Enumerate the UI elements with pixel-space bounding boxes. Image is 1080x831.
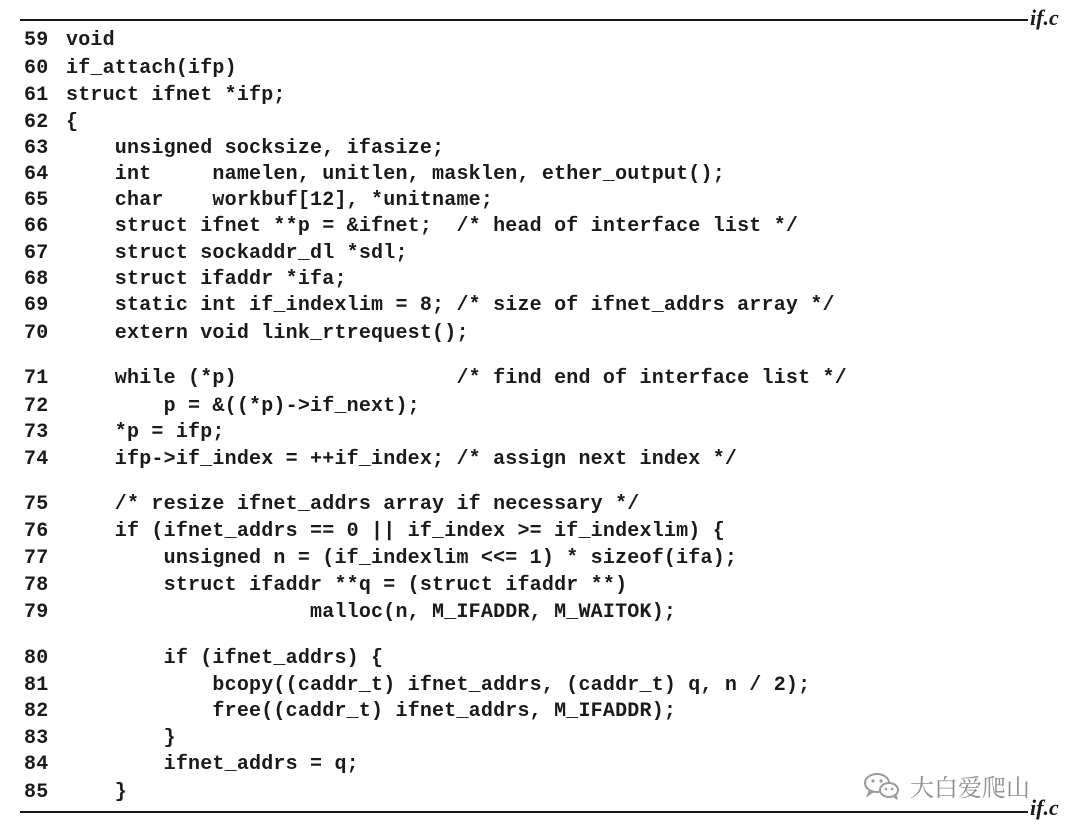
line-number: 63 [24,137,49,160]
code-line [24,267,347,293]
code-line [24,780,127,806]
line-code: struct ifnet **p = &ifnet; /* head of interface list */ [66,215,799,238]
line-code: unsigned n = (if_indexlim <<= 1) * sizeof(ifa); [66,547,738,570]
code-line [24,646,383,672]
code-line [24,420,225,446]
line-number: 79 [24,601,49,624]
line-number: 70 [24,322,49,345]
line-number: 72 [24,395,49,418]
code-line [24,600,676,626]
code-line [24,726,176,752]
line-number: 69 [24,294,49,317]
code-listing [24,0,1024,831]
wechat-icon [862,771,902,801]
line-number: 80 [24,647,49,670]
bottom-rule [20,811,1028,813]
line-number: 59 [24,29,49,52]
code-line [24,492,640,518]
line-number: 61 [24,84,49,107]
line-code: struct ifnet *ifp; [66,84,286,107]
code-line [24,241,408,267]
code-line [24,110,78,136]
code-line [24,519,725,545]
line-number: 78 [24,574,49,597]
code-line [24,83,286,109]
line-code: ifp->if_index = ++if_index; /* assign next index */ [66,448,738,471]
code-line [24,56,237,82]
line-code: extern void link_rtrequest(); [66,322,469,345]
line-code: p = &((*p)->if_next); [66,395,420,418]
line-code: if_attach(ifp) [66,57,237,80]
line-code: char workbuf[12], *unitname; [66,189,494,212]
line-code: unsigned socksize, ifasize; [66,137,445,160]
line-number: 84 [24,753,49,776]
line-code: } [66,727,176,750]
line-code: free((caddr_t) ifnet_addrs, M_IFADDR); [66,700,677,723]
line-number: 67 [24,242,49,265]
code-line [24,447,737,473]
watermark-text: 大白爱爬山 [910,774,1030,802]
line-number: 75 [24,493,49,516]
line-number: 65 [24,189,49,212]
line-code: *p = ifp; [66,421,225,444]
line-code: if (ifnet_addrs) { [66,647,384,670]
line-code: struct ifaddr *ifa; [66,268,347,291]
line-code: int namelen, unitlen, masklen, ether_output(); [66,163,725,186]
code-line [24,394,420,420]
code-line [24,673,810,699]
line-number: 77 [24,547,49,570]
code-line [24,573,627,599]
code-line [24,366,847,392]
code-line [24,188,493,214]
line-number: 62 [24,111,49,134]
watermark [862,768,1030,803]
line-code: struct sockaddr_dl *sdl; [66,242,408,265]
line-code: ifnet_addrs = q; [66,753,359,776]
code-line [24,136,444,162]
line-number: 64 [24,163,49,186]
line-code: while (*p) /* find end of interface list */ [66,367,847,390]
line-number: 81 [24,674,49,697]
code-line [24,162,725,188]
line-code: { [66,111,79,134]
line-code: malloc(n, M_IFADDR, M_WAITOK); [66,601,677,624]
code-line [24,214,798,240]
file-label-bottom: if.c [1030,795,1059,820]
code-line [24,293,835,319]
code-line [24,321,469,347]
line-number: 66 [24,215,49,238]
line-code: if (ifnet_addrs == 0 || if_index >= if_indexlim) { [66,520,725,543]
line-number: 71 [24,367,49,390]
line-code: /* resize ifnet_addrs array if necessary */ [66,493,640,516]
line-code: struct ifaddr **q = (struct ifaddr **) [66,574,628,597]
line-number: 68 [24,268,49,291]
line-number: 85 [24,781,49,804]
line-number: 73 [24,421,49,444]
line-number: 76 [24,520,49,543]
file-label-top: if.c [1030,5,1059,30]
line-code: void [66,29,115,52]
line-number: 74 [24,448,49,471]
code-line [24,28,115,54]
code-line [24,752,359,778]
line-number: 83 [24,727,49,750]
line-code: bcopy((caddr_t) ifnet_addrs, (caddr_t) q, n / 2); [66,674,811,697]
line-number: 60 [24,57,49,80]
code-line [24,546,737,572]
line-number: 82 [24,700,49,723]
code-line [24,699,676,725]
line-code: static int if_indexlim = 8; /* size of ifnet_addrs array */ [66,294,835,317]
line-code: } [66,781,128,804]
